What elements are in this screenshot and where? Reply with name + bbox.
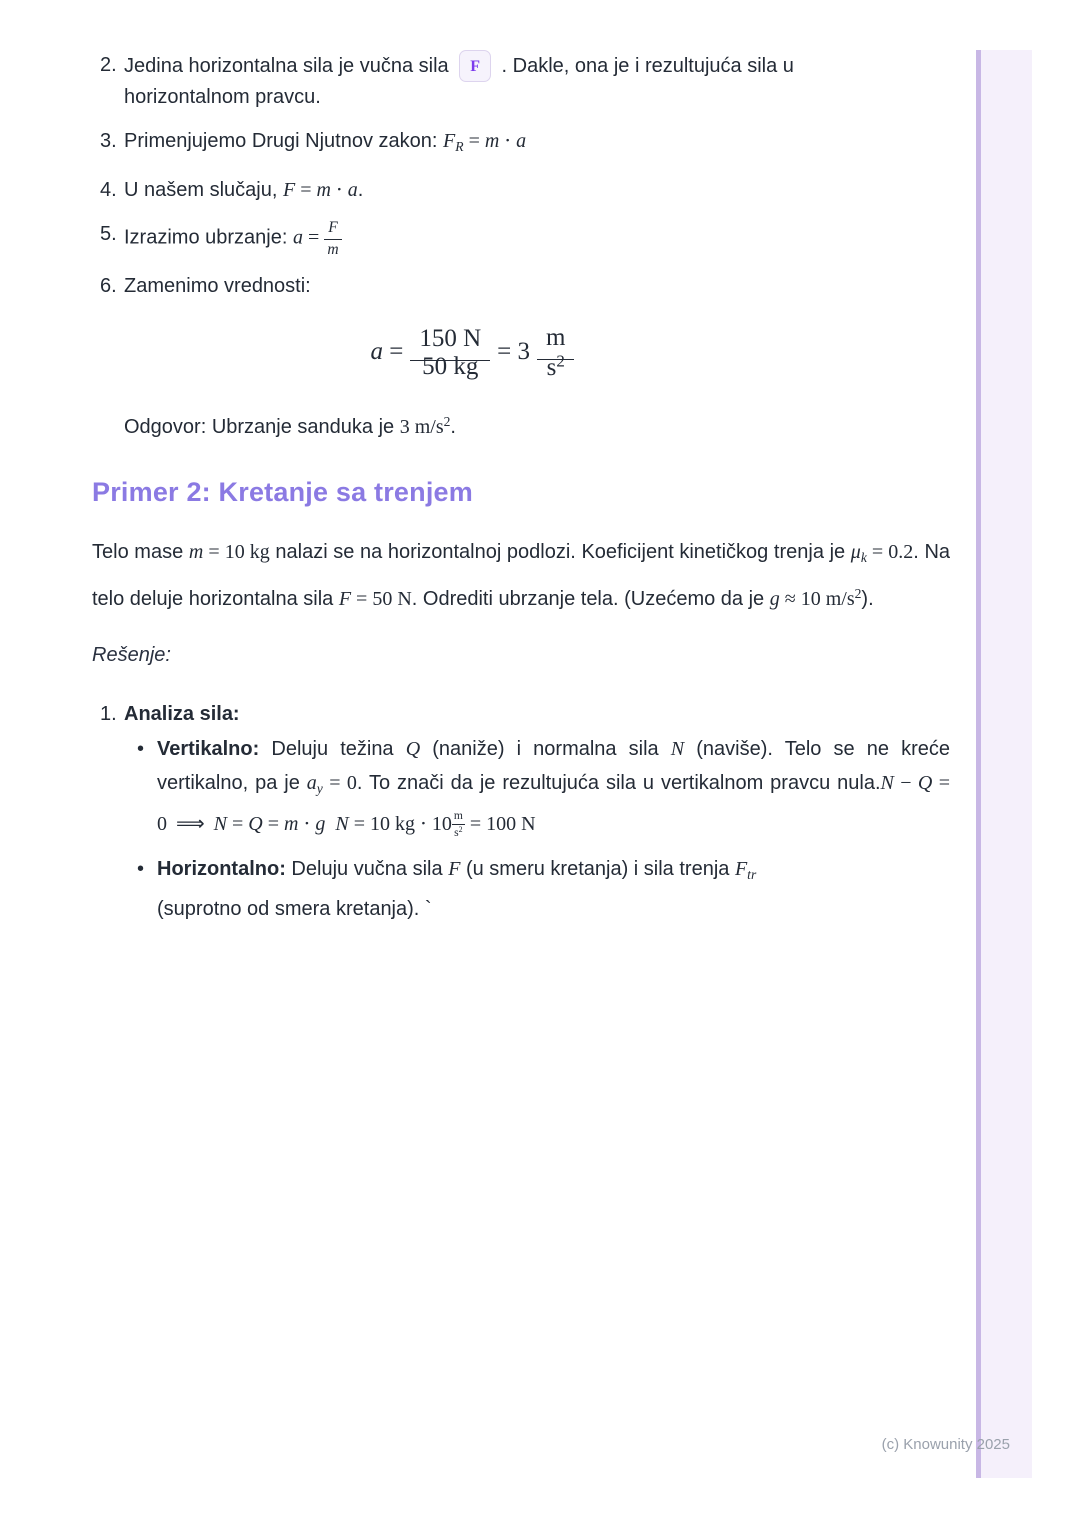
step-number: 5. bbox=[100, 223, 117, 246]
step-text: Zamenimo vrednosti: bbox=[124, 274, 311, 297]
math-operator: = bbox=[302, 226, 325, 249]
fraction-numerator: m bbox=[537, 322, 574, 360]
math-value: 3 m/s bbox=[399, 416, 444, 439]
math-operator: = bbox=[389, 337, 404, 365]
math-operator: = bbox=[351, 588, 373, 611]
math-var: g bbox=[315, 813, 326, 836]
body-text: Deluju vučna sila bbox=[285, 858, 449, 881]
section-heading: Primer 2: Kretanje sa trenjem bbox=[92, 477, 473, 508]
math-var: Q bbox=[917, 772, 933, 795]
math-subscript: R bbox=[455, 139, 464, 155]
math-operator: = bbox=[295, 179, 317, 202]
math-operator: ⋅ bbox=[414, 813, 432, 836]
bullet-vertical bbox=[124, 732, 950, 841]
bullet-horizontal bbox=[124, 852, 950, 926]
exponent: 2 bbox=[854, 586, 862, 602]
math-operator: = bbox=[262, 813, 285, 836]
body-text: Deluju težina bbox=[259, 738, 406, 761]
fraction-denominator bbox=[454, 825, 462, 840]
math-var: m bbox=[188, 541, 204, 564]
math-var: N bbox=[670, 738, 685, 761]
math-value: 50 N bbox=[372, 588, 412, 611]
step-text: . bbox=[357, 179, 364, 202]
math-var: μ bbox=[850, 541, 861, 564]
math-operator: = bbox=[203, 541, 225, 564]
display-fraction bbox=[410, 325, 490, 381]
body-text: nalazi se na horizontalnoj podlozi. Koeficijent kinetičkog trenja je bbox=[269, 541, 851, 564]
step-item-2 bbox=[92, 50, 950, 113]
math-operator: = 0 bbox=[322, 772, 357, 795]
math-value: 100 N bbox=[486, 813, 536, 836]
force-symbol-badge: F bbox=[459, 50, 491, 82]
solution-label: Rešenje: bbox=[92, 644, 171, 667]
analysis-item bbox=[92, 699, 950, 926]
math-var: a bbox=[306, 772, 317, 795]
page-content bbox=[92, 50, 950, 939]
step-number: 2. bbox=[100, 54, 117, 76]
math-subscript: y bbox=[316, 781, 323, 797]
math-value: 10 kg bbox=[369, 813, 415, 836]
math-var: Q bbox=[248, 813, 263, 836]
math-var: F bbox=[338, 588, 352, 611]
math-var: F bbox=[448, 858, 461, 881]
math-operator: ⋅ bbox=[330, 179, 348, 202]
fraction-numerator: m bbox=[452, 810, 465, 825]
answer-text: . bbox=[450, 416, 456, 439]
body-text: . Odrediti ubrzanje tela. (Uzećemo da je bbox=[411, 588, 770, 611]
next-page-edge-bar bbox=[976, 50, 1032, 1478]
display-formula bbox=[124, 324, 828, 383]
bullet-icon: • bbox=[137, 738, 145, 761]
step-text: Jedina horizontalna sila je vučna sila bbox=[124, 55, 449, 77]
step-text: Izrazimo ubrzanje: bbox=[124, 226, 293, 249]
implies-arrow-icon: ⟹ bbox=[176, 811, 205, 836]
exponent: 2 bbox=[556, 351, 565, 371]
step-item-3 bbox=[92, 126, 950, 162]
unit: s bbox=[546, 354, 557, 382]
math-var: g bbox=[769, 588, 780, 611]
math-value: 10 m/s bbox=[800, 588, 855, 611]
math-var: F bbox=[443, 130, 456, 152]
math-operator: = bbox=[866, 541, 889, 564]
bullet-icon: • bbox=[137, 858, 145, 881]
answer-text: Odgovor: Ubrzanje sanduka je bbox=[124, 416, 400, 439]
analysis-heading: Analiza sila: bbox=[124, 703, 240, 726]
copyright-notice: (c) Knowunity 2025 bbox=[881, 1436, 1010, 1453]
math-subscript: k bbox=[860, 550, 867, 566]
math-operator: = bbox=[227, 813, 249, 836]
math-var: F bbox=[282, 179, 296, 202]
math-var: Q bbox=[405, 738, 421, 761]
math-operator: = bbox=[463, 130, 485, 152]
body-text: Telo mase bbox=[92, 541, 189, 564]
step-text: horizontalnom pravcu. bbox=[124, 86, 321, 108]
math-operator: = bbox=[464, 813, 487, 836]
body-text: . To znači da je rezultujuća sila u vertikalnom pravcu nula. bbox=[356, 772, 881, 795]
math-var: F bbox=[734, 858, 748, 881]
unit: s bbox=[454, 825, 459, 839]
exponent: 2 bbox=[443, 414, 451, 430]
fraction-numerator: F bbox=[324, 219, 342, 239]
body-text: (suprotno od smera kretanja). ` bbox=[157, 898, 432, 921]
step-item-5 bbox=[92, 219, 950, 258]
math-var: a bbox=[292, 226, 303, 249]
math-var: N bbox=[880, 772, 894, 795]
inline-fraction bbox=[324, 219, 342, 258]
step-number: 6. bbox=[100, 274, 117, 297]
math-value: 10 kg bbox=[224, 541, 270, 564]
fraction-denominator: m bbox=[327, 240, 339, 258]
step-number: 4. bbox=[100, 179, 117, 202]
bullet-label: Vertikalno: bbox=[157, 738, 260, 761]
answer-line bbox=[124, 406, 950, 443]
step-item-6 bbox=[92, 271, 950, 302]
math-operator: ≈ bbox=[779, 588, 801, 611]
math-var: N bbox=[335, 813, 349, 836]
math-var: a bbox=[516, 130, 527, 152]
step-text: Primenjujemo Drugi Njutnov zakon: bbox=[124, 130, 444, 152]
math-value: 10 bbox=[431, 813, 452, 836]
math-operator: ⋅ bbox=[298, 813, 316, 836]
step-number: 1. bbox=[100, 703, 117, 726]
math-operator: − bbox=[893, 772, 918, 795]
math-var: a bbox=[347, 179, 358, 202]
bullet-label: Horizontalno: bbox=[157, 858, 286, 881]
small-fraction bbox=[452, 810, 465, 839]
steps-list bbox=[92, 50, 950, 302]
step-item-4 bbox=[92, 175, 950, 206]
fraction-denominator bbox=[538, 347, 574, 383]
body-text: . Na telo deluje horizontalna sila bbox=[92, 541, 951, 611]
math-var: a bbox=[370, 337, 383, 365]
math-operator: ⋅ bbox=[499, 130, 517, 152]
problem-paragraph bbox=[92, 534, 950, 617]
body-text: (naviše). Telo se ne kreće vertikalno, pa je bbox=[157, 738, 950, 795]
display-fraction bbox=[537, 324, 574, 383]
math-operator: = 3 bbox=[497, 337, 531, 365]
fraction-numerator: 150 N bbox=[410, 323, 490, 361]
body-text: ). bbox=[861, 588, 874, 611]
step-number: 3. bbox=[100, 130, 117, 152]
math-value: 0.2 bbox=[888, 541, 914, 564]
math-subscript: tr bbox=[747, 867, 757, 883]
analysis-bullets bbox=[124, 732, 950, 926]
exponent: 2 bbox=[458, 824, 463, 834]
fraction-denominator: 50 kg bbox=[422, 353, 479, 381]
math-var: m bbox=[484, 130, 500, 152]
body-text: (naniže) i normalna sila bbox=[420, 738, 671, 761]
step-text: U našem slučaju, bbox=[124, 179, 283, 202]
math-operator: = bbox=[348, 813, 370, 836]
math-var: m bbox=[316, 179, 331, 202]
body-text: (u smeru kretanja) i sila trenja bbox=[460, 858, 735, 881]
step-text: . Dakle, ona je i rezultujuća sila u bbox=[501, 55, 794, 77]
math-var: m bbox=[284, 813, 299, 836]
math-var: N bbox=[213, 813, 228, 836]
math-operator: = 0 bbox=[157, 772, 950, 836]
